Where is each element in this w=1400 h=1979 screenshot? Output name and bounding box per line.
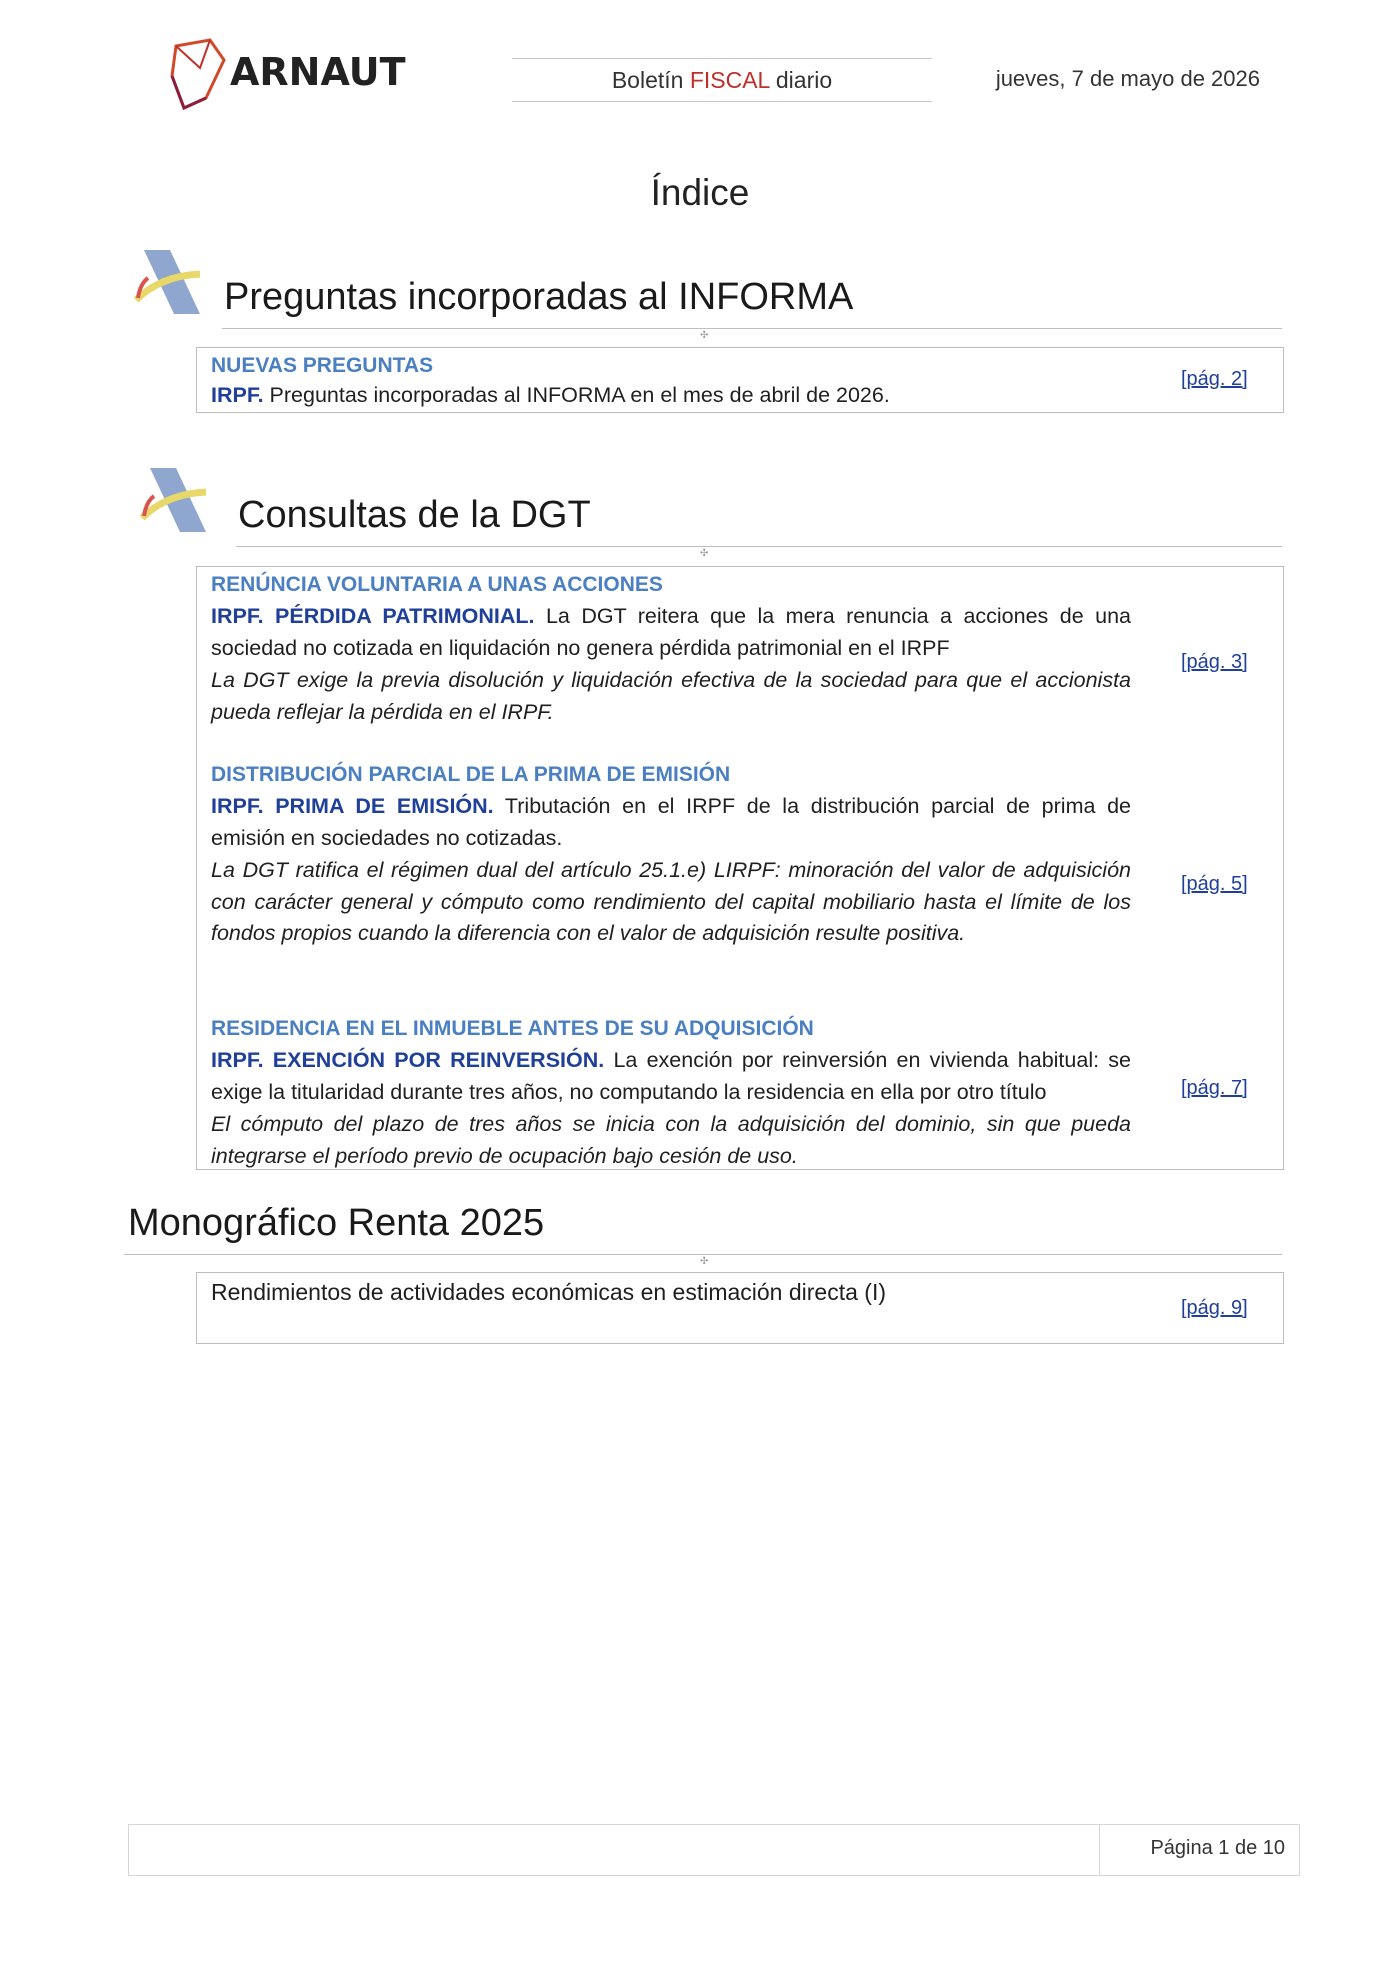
logo-text: ARNAUT bbox=[230, 50, 406, 94]
entry-text: Tributación en el IRPF de la distribución parcial de prima de emisión en sociedades no cotizadas. bbox=[211, 794, 1132, 850]
bulletin-title bbox=[512, 58, 932, 102]
arnaut-logo-mark-icon bbox=[170, 38, 230, 110]
entry-text: Rendimientos de actividades económicas en estimación directa (I) bbox=[211, 1279, 886, 1305]
entry-body bbox=[211, 1045, 1131, 1108]
section-title-informa: Preguntas incorporadas al INFORMA bbox=[224, 276, 854, 318]
entry-heading: DISTRIBUCIÓN PARCIAL DE LA PRIMA DE EMISIÓN bbox=[211, 763, 731, 786]
entry-body bbox=[211, 601, 1131, 664]
entry-lead: IRPF. EXENCIÓN POR REINVERSIÓN. bbox=[211, 1048, 605, 1072]
page-link-3[interactable]: [pág. 3] bbox=[1181, 651, 1248, 673]
aeat-logo-icon bbox=[136, 462, 216, 542]
anchor-mark-icon: ✣ bbox=[700, 1256, 709, 1267]
anchor-mark-icon: ✣ bbox=[700, 330, 709, 341]
entry-text: Preguntas incorporadas al INFORMA en el mes de abril de 2026. bbox=[263, 383, 890, 407]
entry-body bbox=[211, 380, 1131, 412]
section-title-monografico: Monográfico Renta 2025 bbox=[128, 1202, 545, 1244]
entry-box-monografico bbox=[196, 1272, 1284, 1344]
section-rule bbox=[222, 328, 1282, 329]
index-title: Índice bbox=[650, 172, 750, 213]
page-footer bbox=[128, 1824, 1300, 1876]
entry-heading: RENÚNCIA VOLUNTARIA A UNAS ACCIONES bbox=[211, 573, 663, 596]
section-rule bbox=[236, 546, 1282, 547]
arnaut-logo bbox=[170, 38, 406, 112]
footer-divider bbox=[1099, 1825, 1100, 1875]
entry-body bbox=[211, 791, 1131, 854]
section-title-dgt: Consultas de la DGT bbox=[238, 494, 591, 536]
entry-text: La exención por reinversión en vivienda habitual: se exige la titularidad durante tres años, no computando la residencia en ella por otro título bbox=[211, 1048, 1131, 1104]
entry-text: La DGT reitera que la mera renuncia a acciones de una sociedad no cotizada en liquidación no genera pérdida patrimonial en el IRPF bbox=[211, 604, 1131, 660]
entry-note: La DGT exige la previa disolución y liquidación efectiva de la sociedad para que el accionista pueda reflejar la pérdida en el IRPF. bbox=[211, 668, 1131, 724]
bulletin-title-accent: FISCAL bbox=[689, 67, 770, 93]
bulletin-date: jueves, 7 de mayo de 2026 bbox=[995, 66, 1260, 91]
bulletin-title-prefix: Boletín bbox=[611, 67, 690, 93]
footer-page-number: Página 1 de 10 bbox=[1150, 1837, 1285, 1859]
entry-lead: IRPF. PRIMA DE EMISIÓN. bbox=[211, 794, 494, 818]
entry-note: El cómputo del plazo de tres años se inicia con la adquisición del dominio, sin que pueda integrarse el período previo de ocupación bajo cesión de uso. bbox=[211, 1112, 1131, 1168]
anchor-mark-icon: ✣ bbox=[700, 548, 709, 559]
page-link-5[interactable]: [pág. 5] bbox=[1181, 873, 1248, 895]
entry-box-nuevas-preguntas bbox=[196, 347, 1284, 413]
entry-box-dgt bbox=[196, 566, 1284, 1170]
entry-lead: IRPF. bbox=[211, 383, 264, 407]
bulletin-title-suffix: diario bbox=[769, 67, 833, 93]
page-link-2[interactable]: [pág. 2] bbox=[1181, 368, 1248, 390]
aeat-logo-icon bbox=[130, 244, 210, 324]
section-rule bbox=[124, 1254, 1282, 1255]
entry-heading: NUEVAS PREGUNTAS bbox=[211, 354, 434, 377]
entry-note: La DGT ratifica el régimen dual del artículo 25.1.e) LIRPF: minoración del valor de adquisición con carácter general y cómputo como rendimiento del capital mobiliario hasta el límite de los fondos propios cuando la diferencia con el valor de adquisición resulte positiva. bbox=[211, 858, 1131, 945]
entry-heading: RESIDENCIA EN EL INMUEBLE ANTES DE SU ADQUISICIÓN bbox=[211, 1017, 814, 1040]
page-link-9[interactable]: [pág. 9] bbox=[1181, 1297, 1248, 1319]
page-link-7[interactable]: [pág. 7] bbox=[1181, 1077, 1248, 1099]
entry-lead: IRPF. PÉRDIDA PATRIMONIAL. bbox=[211, 604, 535, 628]
